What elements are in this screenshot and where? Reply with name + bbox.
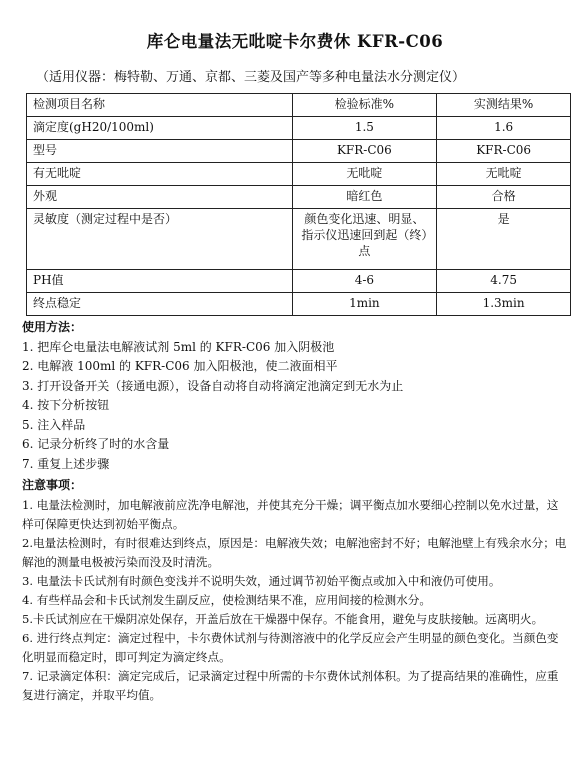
usage-step: 6. 记录分析终了时的水含量: [22, 437, 170, 451]
table-cell: 1.6: [437, 117, 571, 140]
table-cell: KFR-C06: [437, 140, 571, 163]
note-item: 5.卡氏试剂应在干燥阴凉处保存，开盖后放在干燥器中保存。不能食用，避免与皮肤接触。远离明火。: [22, 611, 544, 626]
usage-step: 1. 把库仑电量法电解液试剂 5ml 的 KFR-C06 加入阴极池: [22, 339, 335, 354]
table-row: [27, 209, 571, 270]
table-cell: 合格: [437, 186, 571, 209]
table-row: [27, 186, 571, 209]
table-row: [27, 163, 571, 186]
usage-step: 5. 注入样品: [22, 417, 86, 432]
table-cell: KFR-C06: [292, 140, 437, 163]
table-cell: 1min: [292, 293, 437, 316]
usage-step: 3. 打开设备开关（接通电源），设备自动将自动将滴定池滴定到无水为止: [22, 378, 404, 393]
table-cell: 4.75: [437, 270, 571, 293]
document-subtitle: （适用仪器：梅特勒、万通、京都、三菱及国产等多种电量法水分测定仪）: [36, 70, 466, 85]
table-header-cell: 检验标准%: [292, 94, 437, 117]
usage-step: 7. 重复上述步骤: [22, 456, 110, 471]
table-row: [27, 140, 571, 163]
table-cell: PH值: [27, 270, 293, 293]
table-row: [27, 293, 571, 316]
table-row: [27, 270, 571, 293]
note-item: 1. 电量法检测时，加电解液前应洗净电解池，并使其充分干燥；调平衡点加水要细心控制以免水过量，这样可保障更快达到初始平衡点。: [22, 497, 559, 531]
usage-step: 4. 按下分析按钮: [22, 398, 110, 412]
table-cell: 外观: [27, 186, 293, 209]
document-title: 库仑电量法无吡啶卡尔费休 KFR-C06: [146, 32, 444, 51]
table-cell: 终点稳定: [27, 293, 293, 316]
usage-step: 2. 电解液 100ml 的 KFR-C06 加入阳极池，使二液面相平: [22, 359, 338, 373]
table-header-cell: 检测项目名称: [27, 94, 293, 117]
table-cell: 是: [437, 209, 571, 270]
usage-heading: 使用方法：: [22, 320, 83, 334]
note-item: 2.电量法检测时，有时很难达到终点，原因是：电解液失效；电解池密封不好；电解池壁上有残余水分；电解池的测量电极被污染而没及时清洗。: [22, 535, 567, 569]
usage-section: [22, 318, 568, 474]
spec-table: [26, 93, 571, 316]
table-cell: 4-6: [292, 270, 437, 293]
table-cell: 颜色变化迅速、明显、指示仪迅速回到起（终）点: [292, 209, 437, 270]
note-item: 6. 进行终点判定：滴定过程中，卡尔费休试剂与待测溶液中的化学反应会产生明显的颜色变化。当颜色变化明显而稳定时，即可判定为滴定终点。: [22, 630, 559, 664]
notes-heading: 注意事项：: [22, 478, 83, 492]
note-item: 3. 电量法卡氏试剂有时颜色变浅并不说明失效，通过调节初始平衡点或加入中和液仍可使用。: [22, 573, 501, 588]
table-cell: 滴定度(gH20/100ml): [27, 117, 293, 140]
note-item: 4. 有些样品会和卡氏试剂发生副反应，使检测结果不准，应用间接的检测水分。: [22, 592, 431, 607]
note-item: 7. 记录滴定体积：滴定完成后，记录滴定过程中所需的卡尔费休试剂体积。为了提高结果的准确性，应重复进行滴定，并取平均值。: [22, 668, 559, 702]
table-cell: 灵敏度（测定过程中是否）: [27, 209, 293, 270]
table-header-row: [27, 94, 571, 117]
notes-section: [22, 476, 568, 705]
table-cell: 型号: [27, 140, 293, 163]
table-cell: 无吡啶: [292, 163, 437, 186]
table-cell: 无吡啶: [437, 163, 571, 186]
table-cell: 1.5: [292, 117, 437, 140]
table-cell: 暗红色: [292, 186, 437, 209]
table-row: [27, 117, 571, 140]
table-cell: 有无吡啶: [27, 163, 293, 186]
table-cell: 1.3min: [437, 293, 571, 316]
table-header-cell: 实测结果%: [437, 94, 571, 117]
